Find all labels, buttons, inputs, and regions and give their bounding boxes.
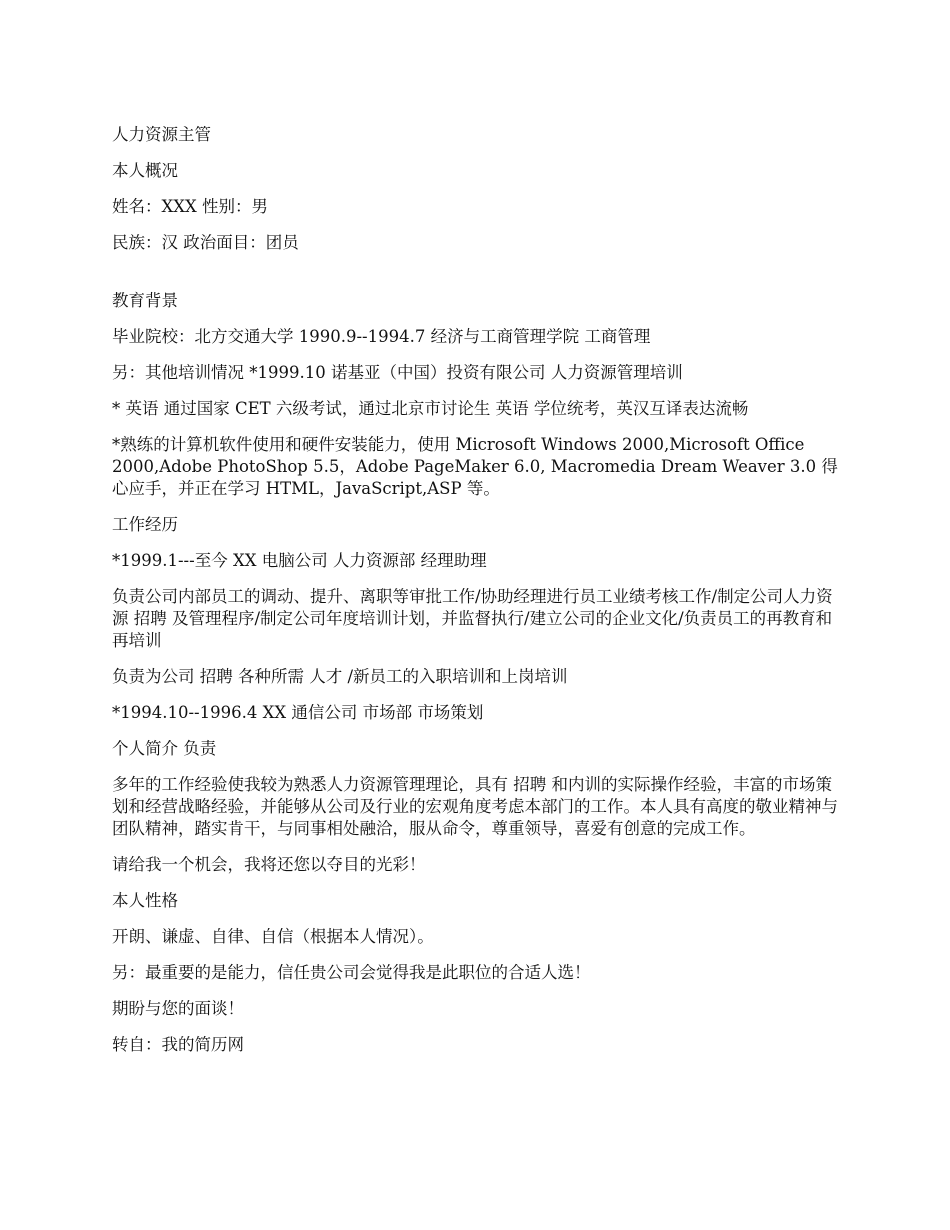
source-credit: 转自：我的简历网 bbox=[112, 1035, 244, 1054]
work-entry-1-recruiting: 负责为公司 招聘 各种所需 人才 /新员工的入职培训和上岗培训 bbox=[112, 667, 568, 686]
work-entry-1: *1999.1---至今 XX 电脑公司 人力资源部 经理助理 bbox=[112, 551, 487, 570]
section-heading-work: 工作经历 bbox=[112, 515, 178, 534]
section-heading-summary: 个人简介 负责 bbox=[112, 739, 217, 758]
education-training-line: 另：其他培训情况 *1999.10 诺基亚（中国）投资有限公司 人力资源管理培训 bbox=[112, 363, 683, 382]
interview-request: 期盼与您的面谈！ bbox=[112, 999, 244, 1018]
job-title: 人力资源主管 bbox=[112, 125, 211, 144]
blank-line bbox=[112, 268, 842, 290]
resume-document bbox=[112, 124, 842, 1070]
work-entry-2: *1994.10--1996.4 XX 通信公司 市场部 市场策划 bbox=[112, 703, 484, 722]
ethnicity-politics-line: 民族：汉 政治面目：团员 bbox=[112, 233, 299, 252]
education-computer-skills: *熟练的计算机软件使用和硬件安装能力，使用 Microsoft Windows 2000,Microsoft Office 2000,Adobe PhotoShop 5.5，Adobe PageMaker 6.0, Macromedia Dream Weaver 3.0 得心应手，并正在学习 HTML，JavaScript,ASP 等。 bbox=[112, 435, 838, 498]
personality-traits: 开朗、谦虚、自律、自信（根据本人情况）。 bbox=[112, 927, 434, 946]
section-heading-education: 教育背景 bbox=[112, 291, 178, 310]
education-english-line: * 英语 通过国家 CET 六级考试，通过北京市讨论生 英语 学位统考，英汉互译表达流畅 bbox=[112, 399, 749, 418]
ability-statement: 另：最重要的是能力，信任贵公司会觉得我是此职位的合适人选！ bbox=[112, 963, 591, 982]
summary-paragraph: 多年的工作经验使我较为熟悉人力资源管理理论，具有 招聘 和内训的实际操作经验，丰富的市场策划和经营战略经验，并能够从公司及行业的宏观角度考虑本部门的工作。本人具有高度的敬业精神与团队精神，踏实肯干，与同事相处融洽，服从命令，尊重领导，喜爱有创意的完成工作。 bbox=[112, 775, 838, 838]
work-entry-1-duties: 负责公司内部员工的调动、提升、离职等审批工作/协助经理进行员工业绩考核工作/制定公司人力资源 招聘 及管理程序/制定公司年度培训计划，并监督执行/建立公司的企业文化/负责员工的再教育和再培训 bbox=[112, 587, 833, 650]
section-heading-profile: 本人概况 bbox=[112, 161, 178, 180]
education-school-line: 毕业院校：北方交通大学 1990.9--1994.7 经济与工商管理学院 工商管理 bbox=[112, 327, 651, 346]
section-heading-personality: 本人性格 bbox=[112, 891, 178, 910]
summary-closing: 请给我一个机会，我将还您以夺目的光彩！ bbox=[112, 855, 426, 874]
name-gender-line: 姓名：XXX 性别：男 bbox=[112, 197, 268, 216]
